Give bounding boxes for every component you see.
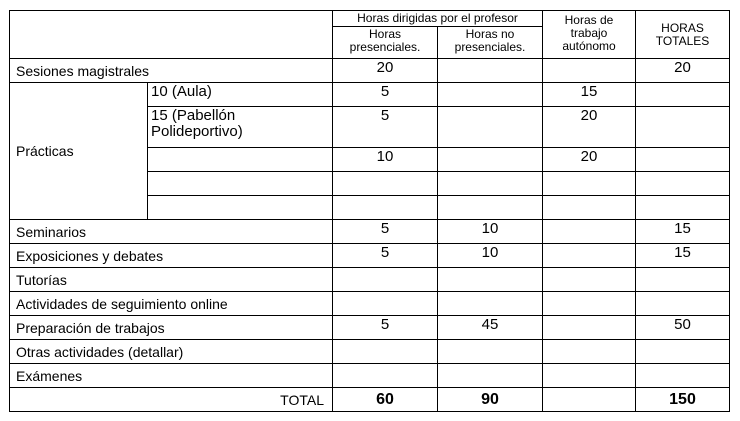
cell-no-presenciales: 10 xyxy=(438,244,543,268)
cell-total xyxy=(636,196,730,220)
hours-table xyxy=(9,10,730,412)
cell-presenciales: 5 xyxy=(333,83,438,107)
cell-total xyxy=(636,292,730,316)
cell-presenciales: 5 xyxy=(333,107,438,148)
header-presenciales: Horas presenciales. xyxy=(333,27,438,59)
cell-autonomo: 15 xyxy=(543,83,636,107)
cell-no-presenciales: 45 xyxy=(438,316,543,340)
cell-no-presenciales xyxy=(438,59,543,83)
cell-total xyxy=(636,107,730,148)
cell-presenciales: 5 xyxy=(333,316,438,340)
cell-autonomo xyxy=(543,340,636,364)
total-no-presenciales: 90 xyxy=(438,388,543,412)
cell-no-presenciales xyxy=(438,107,543,148)
total-total: 150 xyxy=(636,388,730,412)
cell-total xyxy=(636,172,730,196)
practicas-sub-label xyxy=(148,172,333,196)
cell-autonomo xyxy=(543,364,636,388)
cell-presenciales xyxy=(333,364,438,388)
cell-presenciales xyxy=(333,268,438,292)
practicas-sub-label: 10 (Aula) xyxy=(148,83,333,107)
cell-presenciales xyxy=(333,292,438,316)
cell-autonomo xyxy=(543,244,636,268)
cell-autonomo xyxy=(543,220,636,244)
cell-autonomo: 20 xyxy=(543,148,636,172)
cell-total: 50 xyxy=(636,316,730,340)
cell-presenciales xyxy=(333,196,438,220)
cell-total xyxy=(636,268,730,292)
cell-no-presenciales xyxy=(438,148,543,172)
cell-no-presenciales xyxy=(438,196,543,220)
row-label-seminarios: Seminarios xyxy=(10,220,333,244)
cell-presenciales: 5 xyxy=(333,220,438,244)
cell-autonomo xyxy=(543,316,636,340)
cell-autonomo xyxy=(543,268,636,292)
row-label-sesiones: Sesiones magistrales xyxy=(10,59,333,83)
cell-autonomo xyxy=(543,172,636,196)
cell-presenciales: 20 xyxy=(333,59,438,83)
cell-presenciales xyxy=(333,340,438,364)
cell-no-presenciales: 10 xyxy=(438,220,543,244)
cell-total: 15 xyxy=(636,244,730,268)
cell-total xyxy=(636,340,730,364)
row-label-otras: Otras actividades (detallar) xyxy=(10,340,333,364)
cell-no-presenciales xyxy=(438,83,543,107)
cell-presenciales xyxy=(333,172,438,196)
practicas-sub-label xyxy=(148,196,333,220)
cell-autonomo xyxy=(543,196,636,220)
cell-no-presenciales xyxy=(438,268,543,292)
cell-total: 15 xyxy=(636,220,730,244)
cell-total xyxy=(636,364,730,388)
cell-no-presenciales xyxy=(438,292,543,316)
row-label-preparacion: Preparación de trabajos xyxy=(10,316,333,340)
header-group-label: Horas dirigidas por el profesor xyxy=(333,11,543,27)
cell-no-presenciales xyxy=(438,340,543,364)
cell-no-presenciales xyxy=(438,364,543,388)
header-no-presenciales: Horas no presenciales. xyxy=(438,27,543,59)
cell-autonomo xyxy=(543,59,636,83)
row-label-seguimiento: Actividades de seguimiento online xyxy=(10,292,333,316)
total-label: TOTAL xyxy=(10,388,333,412)
practicas-sub-label: 15 (Pabellón Polideportivo) xyxy=(148,107,333,148)
cell-total xyxy=(636,148,730,172)
cell-autonomo: 20 xyxy=(543,107,636,148)
row-label-tutorias: Tutorías xyxy=(10,268,333,292)
row-label-exposiciones: Exposiciones y debates xyxy=(10,244,333,268)
practicas-sub-label xyxy=(148,148,333,172)
cell-total xyxy=(636,83,730,107)
cell-autonomo xyxy=(543,292,636,316)
cell-presenciales: 10 xyxy=(333,148,438,172)
total-presenciales: 60 xyxy=(333,388,438,412)
cell-total: 20 xyxy=(636,59,730,83)
header-autonomo: Horas de trabajo autónomo xyxy=(543,11,636,59)
header-empty-cell xyxy=(10,11,333,59)
row-label-examenes: Exámenes xyxy=(10,364,333,388)
row-label-practicas: Prácticas xyxy=(10,83,148,220)
cell-no-presenciales xyxy=(438,172,543,196)
cell-presenciales: 5 xyxy=(333,244,438,268)
header-totales: HORAS TOTALES xyxy=(636,11,730,59)
total-autonomo xyxy=(543,388,636,412)
